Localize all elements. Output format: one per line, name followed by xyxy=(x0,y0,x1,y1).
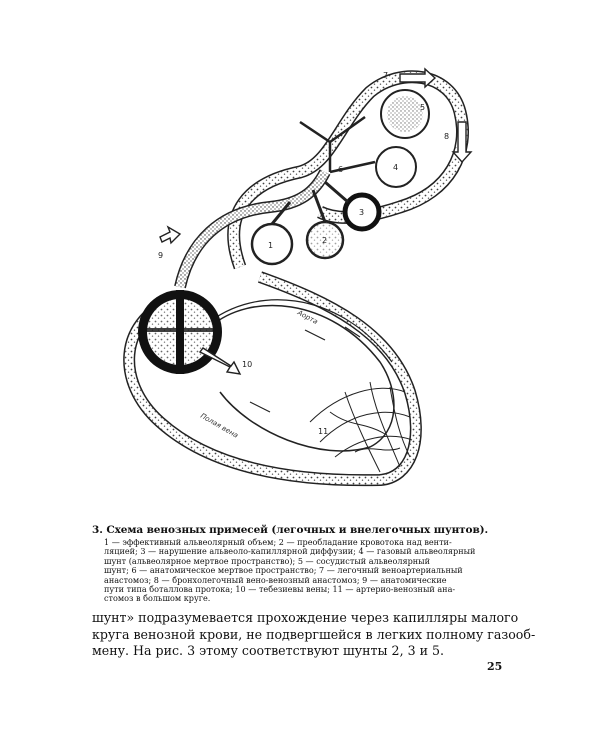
direction-marks xyxy=(250,327,360,412)
caption-line: 1 — эффективный альвеолярный объем; 2 — преобладание кровотока над венти- xyxy=(104,538,452,547)
body-paragraph xyxy=(92,610,536,660)
body-line: круга венозной крови, не подвергшейся в легких полному газооб- xyxy=(92,626,536,642)
caption-line: стомоз в большом круге. xyxy=(104,594,211,604)
label-2: 2 xyxy=(322,236,328,245)
caption-line: пути типа боталлова протока; 10 — тебезиевы вены; 11 — артерио-венозный ана- xyxy=(104,585,456,595)
label-3: 3 xyxy=(359,208,365,217)
caption-line: анастомоз; 8 — бронхолегочный вено-венозный анастомоз; 9 — анатомические xyxy=(104,575,447,585)
label-6: 6 xyxy=(338,165,344,174)
body-line: шунт» подразумевается прохождение через капилляры малого xyxy=(92,610,519,625)
caption-line: шунт (альвеолярное мертвое пространство); 5 — сосудистый альвеолярный xyxy=(104,556,430,566)
heart xyxy=(138,290,222,374)
label-11: 11 xyxy=(318,427,329,436)
label-1: 1 xyxy=(268,241,274,250)
label-10: 10 xyxy=(242,360,253,369)
label-9: 9 xyxy=(158,251,164,260)
caption-line: ляцией; 3 — нарушение альвеоло-капиллярной диффузии; 4 — газовый альвеолярный xyxy=(104,547,476,557)
label-5: 5 xyxy=(420,103,426,112)
alveolus-5 xyxy=(381,90,429,138)
figure-caption-title: 3. Схема венозных примесей (легочных и внелегочных шунтов). xyxy=(92,524,489,536)
label-aorta: Аорта xyxy=(296,308,320,327)
figure-caption-legend xyxy=(104,538,508,604)
label-8: 8 xyxy=(444,132,450,141)
label-4: 4 xyxy=(393,163,399,172)
venous-admixture-diagram xyxy=(100,62,480,522)
page-number: 25 xyxy=(487,660,503,673)
label-vena-cava: Полая вена xyxy=(199,411,240,440)
label-7: 7 xyxy=(383,71,389,80)
body-line: мену. На рис. 3 этому соответствуют шунты 2, 3 и 5. xyxy=(92,643,444,658)
caption-line: шунт; 6 — анатомическое мертвое пространство; 7 — легочный веноартериальный xyxy=(104,566,463,576)
alveolus-2 xyxy=(307,190,343,258)
